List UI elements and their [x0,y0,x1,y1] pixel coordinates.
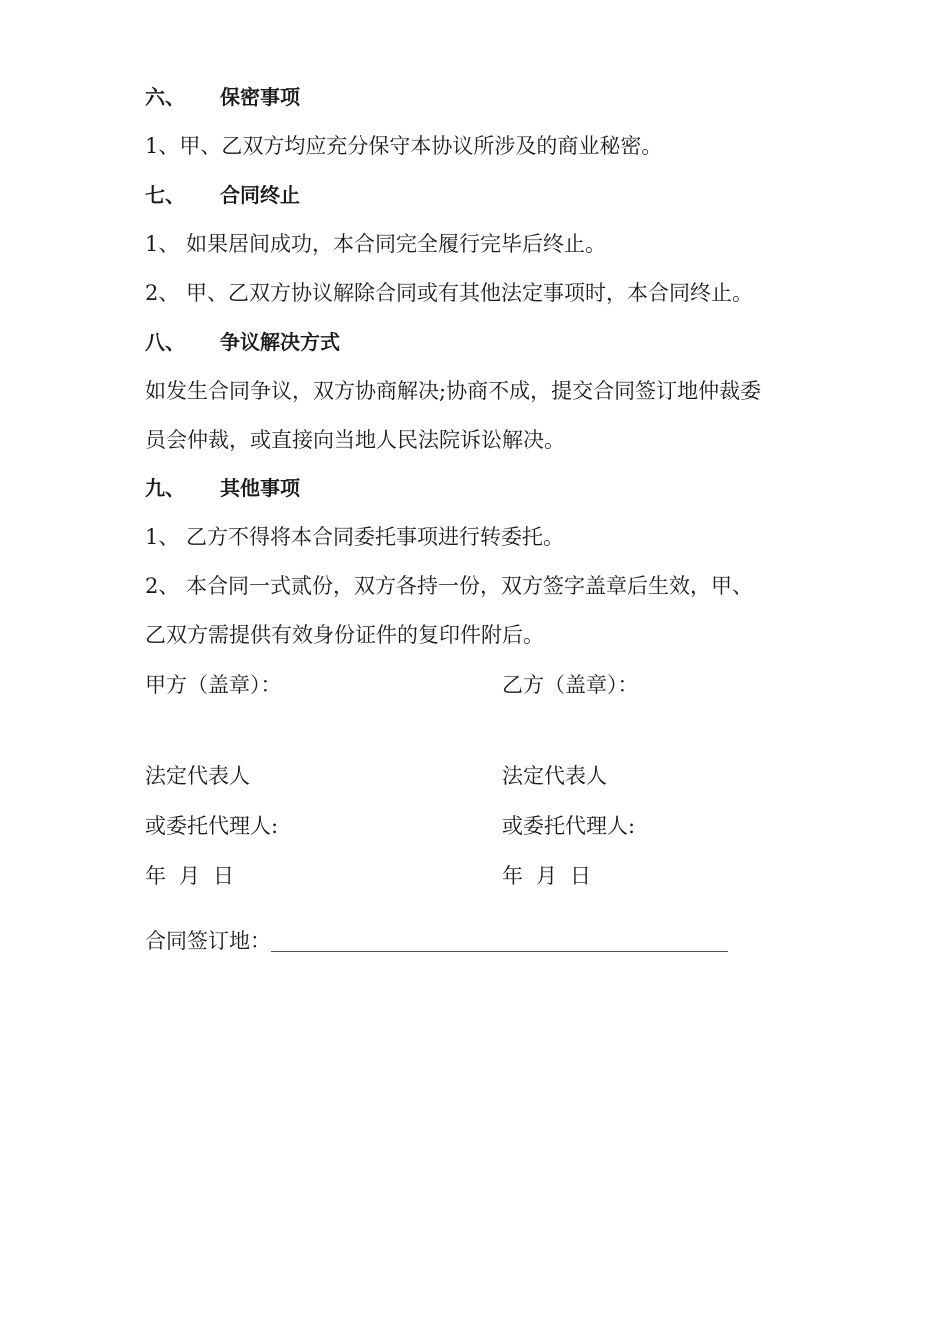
section-title: 争议解决方式 [220,330,340,354]
clause-9-2-line-1: 2、 本合同一式贰份，双方各持一份，双方签字盖章后生效，甲、 [145,574,754,598]
clause-9-2-line-2: 乙双方需提供有效身份证件的复印件附后。 [145,623,544,647]
section-number: 六、 [145,85,185,109]
section-heading-8 [145,328,340,356]
section-heading-9 [145,474,300,502]
section-heading-7 [145,181,300,209]
signing-place [145,927,728,955]
party-a-representative-label: 法定代表人 [145,764,250,788]
party-b-representative-label: 法定代表人 [502,764,607,788]
year-label: 年 [145,864,166,888]
party-a-date [145,862,234,890]
signing-place-blank [271,931,728,952]
month-label: 月 [179,864,200,888]
clause-7-2: 2、 甲、乙双方协议解除合同或有其他法定事项时，本合同终止。 [145,281,754,305]
day-label: 日 [570,864,591,888]
party-a-seal-label: 甲方（盖章）： [145,673,282,697]
party-b-date [502,862,591,890]
clause-8-line-1: 如发生合同争议，双方协商解决;协商不成，提交合同签订地仲裁委 [145,379,762,403]
clause-8-line-2: 员会仲裁，或直接向当地人民法院诉讼解决。 [145,428,565,452]
section-number: 八、 [145,330,185,354]
party-b-seal-label: 乙方（盖章）： [502,673,639,697]
section-title: 其他事项 [220,476,300,500]
clause-7-1: 1、 如果居间成功，本合同完全履行完毕后终止。 [145,232,607,256]
section-title: 保密事项 [220,85,300,109]
month-label: 月 [536,864,557,888]
section-title: 合同终止 [220,183,300,207]
party-b-agent-label: 或委托代理人: [502,814,636,838]
clause-6-1: 1、甲、乙双方均应充分保守本协议所涉及的商业秘密。 [145,134,663,158]
signing-place-label: 合同签订地： [145,929,271,953]
party-a-agent-label: 或委托代理人: [145,814,279,838]
section-heading-6 [145,83,300,111]
year-label: 年 [502,864,523,888]
section-number: 七、 [145,183,185,207]
clause-9-1: 1、 乙方不得将本合同委托事项进行转委托。 [145,525,565,549]
day-label: 日 [213,864,234,888]
section-number: 九、 [145,476,185,500]
